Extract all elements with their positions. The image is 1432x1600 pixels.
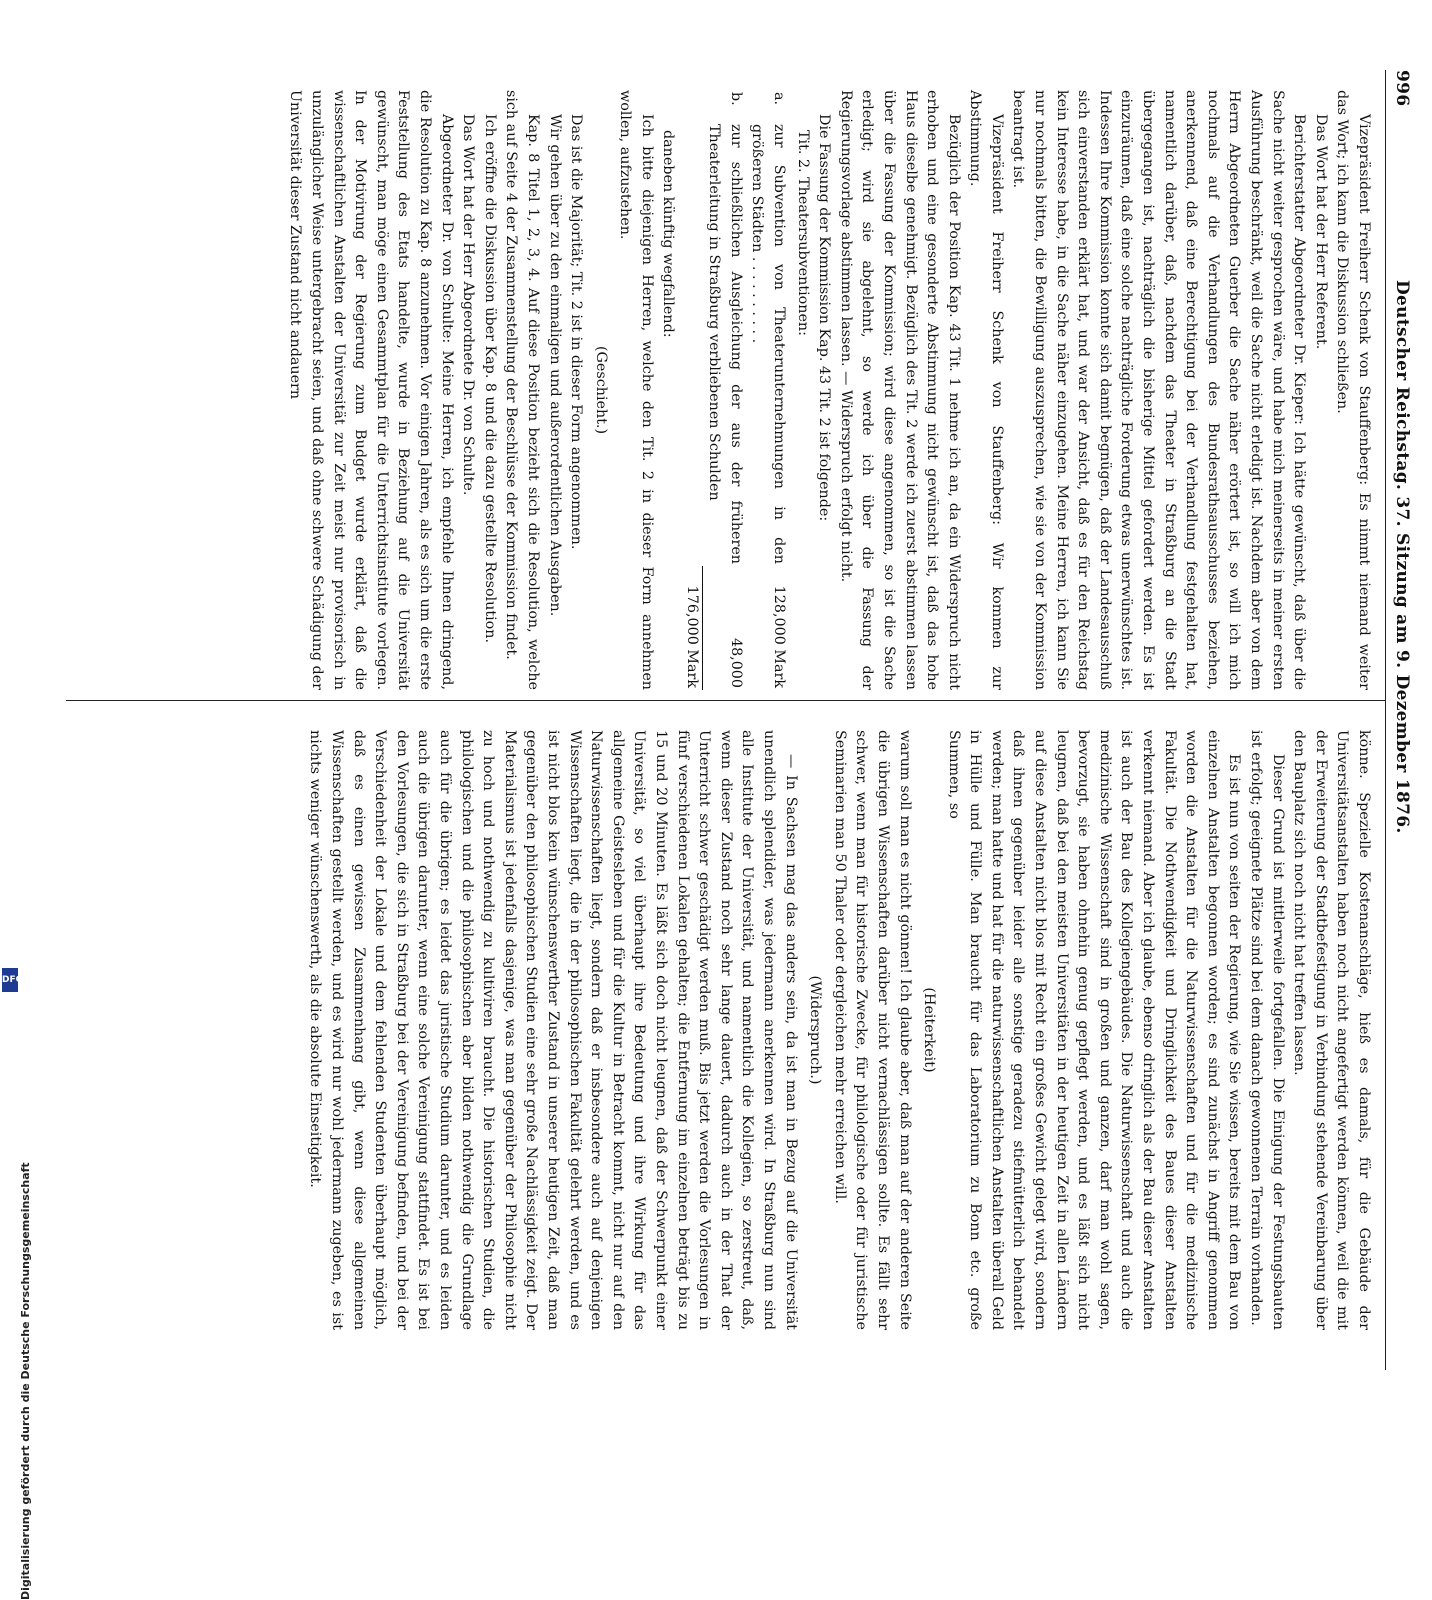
paragraph: Die Fassung der Kommission Kap. 43 Tit. 2 ist folgende: <box>816 114 833 522</box>
row-amount: 48,000 <box>727 637 744 688</box>
row-amount: 128,000 Mark <box>770 585 787 688</box>
stage-direction: (Heiterkeit) <box>921 987 938 1073</box>
row-key: b. <box>727 92 744 106</box>
paragraph: warum soll man es nicht gönnen! Ich glaube aber, daß man auf der anderen Seite die übrigen Wissenschaften darüber nicht vernachlässigen sollte. Es fällt sehr schwer, wenn man für historische Zwecke, für philologische oder für juristische Seminarien man 50 Thaler oder dergleichen mehr erreichen will. <box>831 730 913 1330</box>
dfg-logo: DFG <box>2 968 18 992</box>
row-key: a. <box>770 92 787 106</box>
row-text: zur Subvention von Theaterunternehmungen in den größeren Städten . . . . . . . . . . <box>749 124 787 564</box>
sum-amount: 176,000 Mark <box>681 566 703 690</box>
paragraph: Wir gehen über zu den einmaligen und außerordentlichen Ausgaben. <box>546 114 563 617</box>
paragraph: Tit. 2. Theatersubventionen: <box>794 130 811 336</box>
paragraph: Ich bitte diejenigen Herren, welche den Tit. 2 in dieser Form annehmen wollen, aufzustehen. <box>617 90 655 690</box>
stage-direction: (Geschieht.) <box>592 345 609 435</box>
paragraph: Vizepräsident Freiherr Schenk von Stauffenberg: Es nimmt niemand weiter das Wort; ich kann die Diskussion schließen. <box>1334 90 1372 690</box>
row-text: zur schließlichen Ausgleichung der aus der früheren Theaterleitung in Straßburg verbliebenen Schulden <box>706 124 744 564</box>
stage-direction: (Widerspruch.) <box>807 975 824 1085</box>
digitization-watermark: Digitalisierung gefördert durch die Deutsche Forschungsgemeinschaft <box>19 1162 32 1600</box>
table-row <box>703 90 746 690</box>
paragraph: könne. Spezielle Kostenanschläge, hieß es damals, für die Gebäude der Universitätsanstalten haben noch nicht angefertigt werden können, weil die mit der Erweiterung der Stadtbefestigung in Verbindung stehende Vereinbarung über den Bauplatz sich noch nicht hat treffen lassen. <box>1291 730 1372 1330</box>
paragraph: Abgeordneter Dr. von Schulte: Meine Herren, ich empfehle Ihnen dringend, die Resolution zu Kap. 8 anzunehmen. Vor einigen Jahren, als es sich um die erste Feststellung des Etats handelte, wurde in Beziehung auf die Universität gewünscht, man möge einen Gesammtplan für die Unterrichtsinstitute vorlegen. In der Motivirung der Regierung zum Budget wurde erklärt, daß die wissenschaftlichen Anstalten der Universität zur Zeit meist nur provisorisch in unzulänglicher Weise untergebracht seien, und daß ohne schwere Schädigung der Universität dieser Zustand nicht andauern <box>287 90 455 690</box>
margin-strip <box>3 610 32 1600</box>
paragraph: Vizepräsident Freiherr Schenk von Stauffenberg: Wir kommen zur Abstimmung. <box>967 90 1005 690</box>
paragraph: Das Wort hat der Herr Abgeordnete Dr. von Schulte. <box>460 114 477 496</box>
table-row <box>746 90 789 690</box>
paragraph: Das Wort hat der Herr Referent. <box>1312 114 1329 350</box>
table-row <box>681 90 703 690</box>
left-column <box>284 90 1374 690</box>
paragraph: Kap. 8 Titel 1, 2, 3, 4. Auf diese Position bezieht sich die Resolution, welche sich auf Seite 4 der Zusammenstellung der Beschlüsse der Kommission findet. <box>503 90 541 690</box>
running-title: Deutscher Reichstag. 37. Sitzung am 9. Dezember 1876. <box>1392 280 1412 834</box>
column-divider <box>66 700 1386 701</box>
paragraph: Bezüglich der Position Kap. 43 Tit. 1 nehme ich an, da ein Widerspruch nicht erhoben und eine gesonderte Abstimmung nicht gewünscht ist, daß das hohe Haus dieselbe genehmigt. Bezüglich des Tit. 2 werde ich zuerst abstimmen lassen über die Fassung der Kommission; wird diese angenommen, so ist die Sache erledigt; wird sie abgelehnt, so werde ich über die Fassung der Regierungsvorlage abstimmen lassen. — Widerspruch erfolgt nicht. <box>837 90 962 690</box>
paragraph: daneben künftig wegfallend: <box>660 130 677 338</box>
paragraph: Berichterstatter Abgeordneter Dr. Kieper: Ich hätte gewünscht, daß über die Sache nicht weiter gesprochen wäre, und habe mich meinerseits in meiner ersten Ausführung beschränkt, weil die Sache nicht erledigt ist. Nachdem aber von dem Herrn Abgeordneten Guerber die Sache näher erörtert ist, so will ich mich nochmals auf die Verhandlungen des Bundesrathsausschusses beziehen, anerkennend, daß eine Berechtigung bei der Verhandlung festgehalten hat, namentlich darüber, daß, nachdem das Theater in Straßburg an die Stadt übergegangen ist, nachträglich die bisherige Mittel gefordert werden. Es ist einzuräumen, daß eine solche nachträgliche Forderung etwas unerwünschtes ist. Indessen Ihre Kommission konnte sich damit begnügen, daß der Landesausschuß sich einverstanden erklärt hat, und war der Ansicht, daß es für den Reichstag kein Interesse habe, in die Sache näher einzugehen. Meine Herren, ich kann Sie nur nochmals bitten, die Bewilligung auszusprechen, wie sie von der Kommission beantragt ist. <box>1010 90 1308 690</box>
paragraph: Das ist die Majorität; Tit. 2 ist in dieser Form angenommen. <box>568 114 585 550</box>
right-column <box>304 730 1374 1330</box>
paragraph: Ich eröffne die Diskussion über Kap. 8 und die dazu gestellte Resolution. <box>481 114 498 644</box>
budget-table <box>681 90 789 690</box>
page-number: 996 <box>1392 70 1412 107</box>
paragraph: Es ist nun von seiten der Regierung, wie Sie wissen, bereits mit dem Bau von einzelnen Anstalten begonnen worden; es sind zunächst in Angriff genommen worden die Anstalten für die Naturwissenschaften und für die medizinische Fakultät. Die Nothwendigkeit und Dringlichkeit des Baues dieser Anstalten verkennt niemand. Aber ich glaube, ebenso dringlich als der Bau dieser Anstalten ist auch der Bau des Kollegiengebäudes. Die Naturwissenschaft und auch die medizinische Wissenschaft sind in großen und ganzen, darf man wohl sagen, bevorzugt, sie haben ohnehin genug gepflegt werden, und es läßt sich nicht leugnen, daß bei den meisten Universitäten in der heutigen Zeit in allen Ländern auf diese Anstalten nicht blos mit Recht ein großes Gewicht gelegt wird, sondern daß ihnen gegenüber leider alle sonstige geradezu stiefmütterlich behandelt werden; man hatte und hat für die naturwissenschaftlichen Anstalten überall Geld in Hülle und Fülle. Man braucht für das Laboratorium zu Bonn etc. große Summen, so <box>945 730 1243 1330</box>
paragraph: Dieser Grund ist mittlerweile fortgefallen. Die Einigung der Festungsbauten ist erfolgt; geeignete Plätze sind bei dem danach gewonnenen Terrain vorhanden. <box>1248 730 1286 1330</box>
paragraph: — In Sachsen mag das anders sein, da ist man in Bezug auf die Universität unendlich splendider, was jedermann anerkennen wird. In Straßburg nun sind alle Institute der Universität, und namentlich die Kollegien, so zerstreut, daß, wenn dieser Zustand noch sehr lange dauert, dadurch auch in der That der Unterricht schwer geschädigt werden muß. Bis jetzt werden die Vorlesungen in fünf verschiedenen Lokalen gehalten; die Entfernung im einzelnen beträgt bis zu 15 und 20 Minuten. Es läßt sich doch nicht leugnen, daß der Schwerpunkt einer Universität, so viel überhaupt ihre Bedeutung und ihre Wirkung für das allgemeine Geistesleben und für die Kultur in Betracht kommt, nicht nur auf den Naturwissenschaften liegt, sondern daß er insbesondere auch auf denjenigen Wissenschaften liegt, die in der philosophischen Fakultät gelehrt werden, und es ist nicht blos kein wünschenswerther Zustand in unserer heutigen Zeit, daß man gegenüber den philosophischen Studien eine sehr große Nachlässigkeit zeigt. Der Materialismus ist jedenfalls dasjenige, was man gegenüber der Philosophie nicht zu hoch und nothwendig zu kultiviren braucht. Die historischen Studien, die philologischen und die philosophischen aber bilden nothwendig die Grundlage auch für die übrigen; es leidet das juristische Studium darunter, und es leiden auch die übrigen darunter, wenn eine solche Vereinigung stattfindet. Es ist bei den Vorlesungen, die sich in Straßburg bei der Vereinigung befinden, und bei der Verschiedenheit der Lokale und dem fehlenden Studenten überhaupt möglich, daß es einen gewissen Zusammenhang gibt, wenn diese allgemeinen Wissenschaften gestellt werden, und es wird nur wohl jedermann zugeben, es ist nichts weniger wünschenswerth, als die absolute Einseitigkeit. <box>307 730 799 1330</box>
page-header <box>1386 70 1416 1370</box>
header-rule <box>1385 70 1386 1370</box>
